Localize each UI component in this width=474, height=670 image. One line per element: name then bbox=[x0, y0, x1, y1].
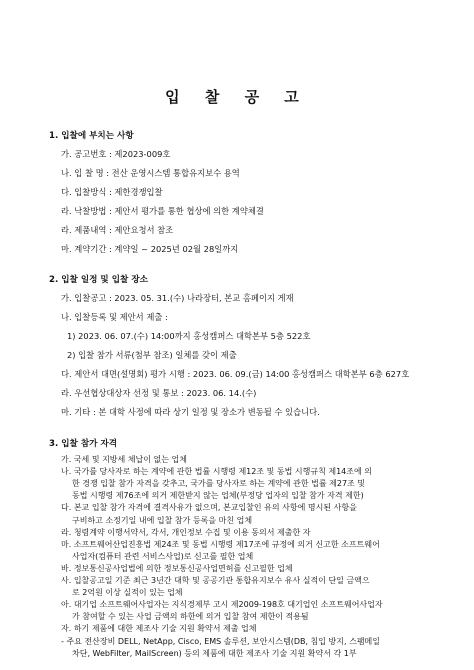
s3-item-ga: 가. 국세 및 지방세 체납이 없는 업체 bbox=[61, 455, 187, 464]
s3-item-na-line3: 동법 시행령 제76조에 의거 제한받지 않는 업체(부정당 업자의 입찰 참가 자격 제한) bbox=[72, 491, 364, 501]
s3-item-sa-line2: 로 2억원 이상 실적이 있는 업체 bbox=[72, 588, 183, 598]
s3-item-na-line2: 한 경쟁 입찰 참가 자격을 갖추고, 국가를 당사자로 하는 계약에 관한 법률 제27조 및 bbox=[72, 479, 366, 489]
s1-item-bid-name: 나. 입 찰 명 : 전산 운영시스템 통합유지보수 용역 bbox=[61, 168, 240, 178]
s2-item-registration: 나. 입찰등록 및 제안서 제출 : bbox=[61, 312, 168, 322]
s3-item-ja-sub-line2: 차단, WebFilter, MailScreen) 등의 제품에 대한 제조사 기술 지원 확약서 각 1부 bbox=[72, 648, 357, 658]
s3-item-ba: 바. 정보통신공사업법에 의한 정보통신공사업면허를 신고필한 업체 bbox=[61, 563, 293, 573]
section-2-heading: 2. 입찰 일정 및 입찰 장소 bbox=[49, 275, 148, 285]
s3-item-da-line1: 다. 본교 입찰 참가 자격에 결격사유가 없으며, 본교입찰인 유의 사항에 명시된 사항을 bbox=[61, 503, 357, 513]
s2-item-other: 마. 기타 : 본 대학 사정에 따라 상기 일정 및 장소가 변동될 수 있습니다. bbox=[61, 407, 320, 417]
s2-subitem-2: 2) 입찰 참가 서류(첨부 참조) 일체를 갖이 제출 bbox=[67, 350, 237, 360]
s1-item-product-details: 라. 제품내역 : 제안요청서 참조 bbox=[61, 225, 174, 235]
s2-item-selection: 라. 우선협상대상자 선정 및 통보 : 2023. 06. 14.(수) bbox=[61, 388, 257, 398]
s1-item-announcement-number: 가. 공고번호 : 제2023-009호 bbox=[61, 149, 171, 159]
s3-item-ra: 라. 청렴계약 이행서약서, 각서, 개인정보 수집 및 이용 동의서 제출한 자 bbox=[61, 527, 311, 537]
s3-item-ja: 자. 하기 제품에 대한 제조사 기술 지원 확약서 제출 업체 bbox=[61, 624, 257, 634]
section-3-heading: 3. 입찰 참가 자격 bbox=[49, 439, 118, 449]
document-title: 입 찰 공 고 bbox=[165, 88, 309, 106]
s1-item-award-method: 라. 낙찰방법 : 제안서 평가를 통한 협상에 의한 계약체결 bbox=[61, 206, 264, 216]
s2-subitem-1: 1) 2023. 06. 07.(수) 14:00까지 홍성캠퍼스 대학본부 5층 522호 bbox=[67, 331, 311, 341]
s1-item-bid-method: 다. 입찰방식 : 제한경쟁입찰 bbox=[61, 187, 163, 197]
s1-item-contract-period: 마. 계약기간 : 계약일 ~ 2025년 02월 28일까지 bbox=[61, 244, 239, 254]
s3-item-a-line1: 아. 대기업 소프트웨어사업자는 지식경제부 고시 제2009-198호 대기업인 소프트웨어사업자 bbox=[61, 600, 383, 610]
s3-item-na-line1: 나. 국가를 당사자로 하는 계약에 관한 법률 시행령 제12조 및 동법 시행규칙 제14조에 의 bbox=[61, 467, 372, 477]
s3-item-ja-sub-line1: - 주요 전산장비 DELL, NetApp, Cisco, EMS 솔루션, 보안시스템(DB, 침입 방지, 스팸메일 bbox=[61, 636, 381, 646]
s3-item-da-line2: 구비하고 소정기일 내에 입찰 참가 등록을 마친 업체 bbox=[72, 515, 253, 525]
section-1-heading: 1. 입찰에 부치는 사항 bbox=[49, 131, 134, 141]
s3-item-ma-line1: 마. 소프트웨어산업진흥법 제24조 및 동법 시행령 제17조에 규정에 의거 신고한 소프트웨어 bbox=[61, 539, 380, 549]
s3-item-a-line2: 가 참여할 수 있는 사업 금액의 하한에 의거 입찰 참여 제한이 적용됨 bbox=[72, 612, 309, 622]
s2-item-presentation: 다. 제안서 대면(설명회) 평가 시행 : 2023. 06. 09.(금) 14:00 홍성캠퍼스 대학본부 6층 627호 bbox=[61, 369, 410, 379]
s2-item-announcement: 가. 입찰공고 : 2023. 05. 31.(수) 나라장터, 본교 홈페이지 게재 bbox=[61, 293, 294, 303]
s3-item-ma-line2: 사업자(컴퓨터 관련 서비스사업)로 신고를 필한 업체 bbox=[72, 551, 254, 561]
s3-item-sa-line1: 사. 입찰공고일 기준 최근 3년간 대학 및 공공기관 통합유지보수 유사 실적이 단일 금액으 bbox=[61, 576, 370, 585]
